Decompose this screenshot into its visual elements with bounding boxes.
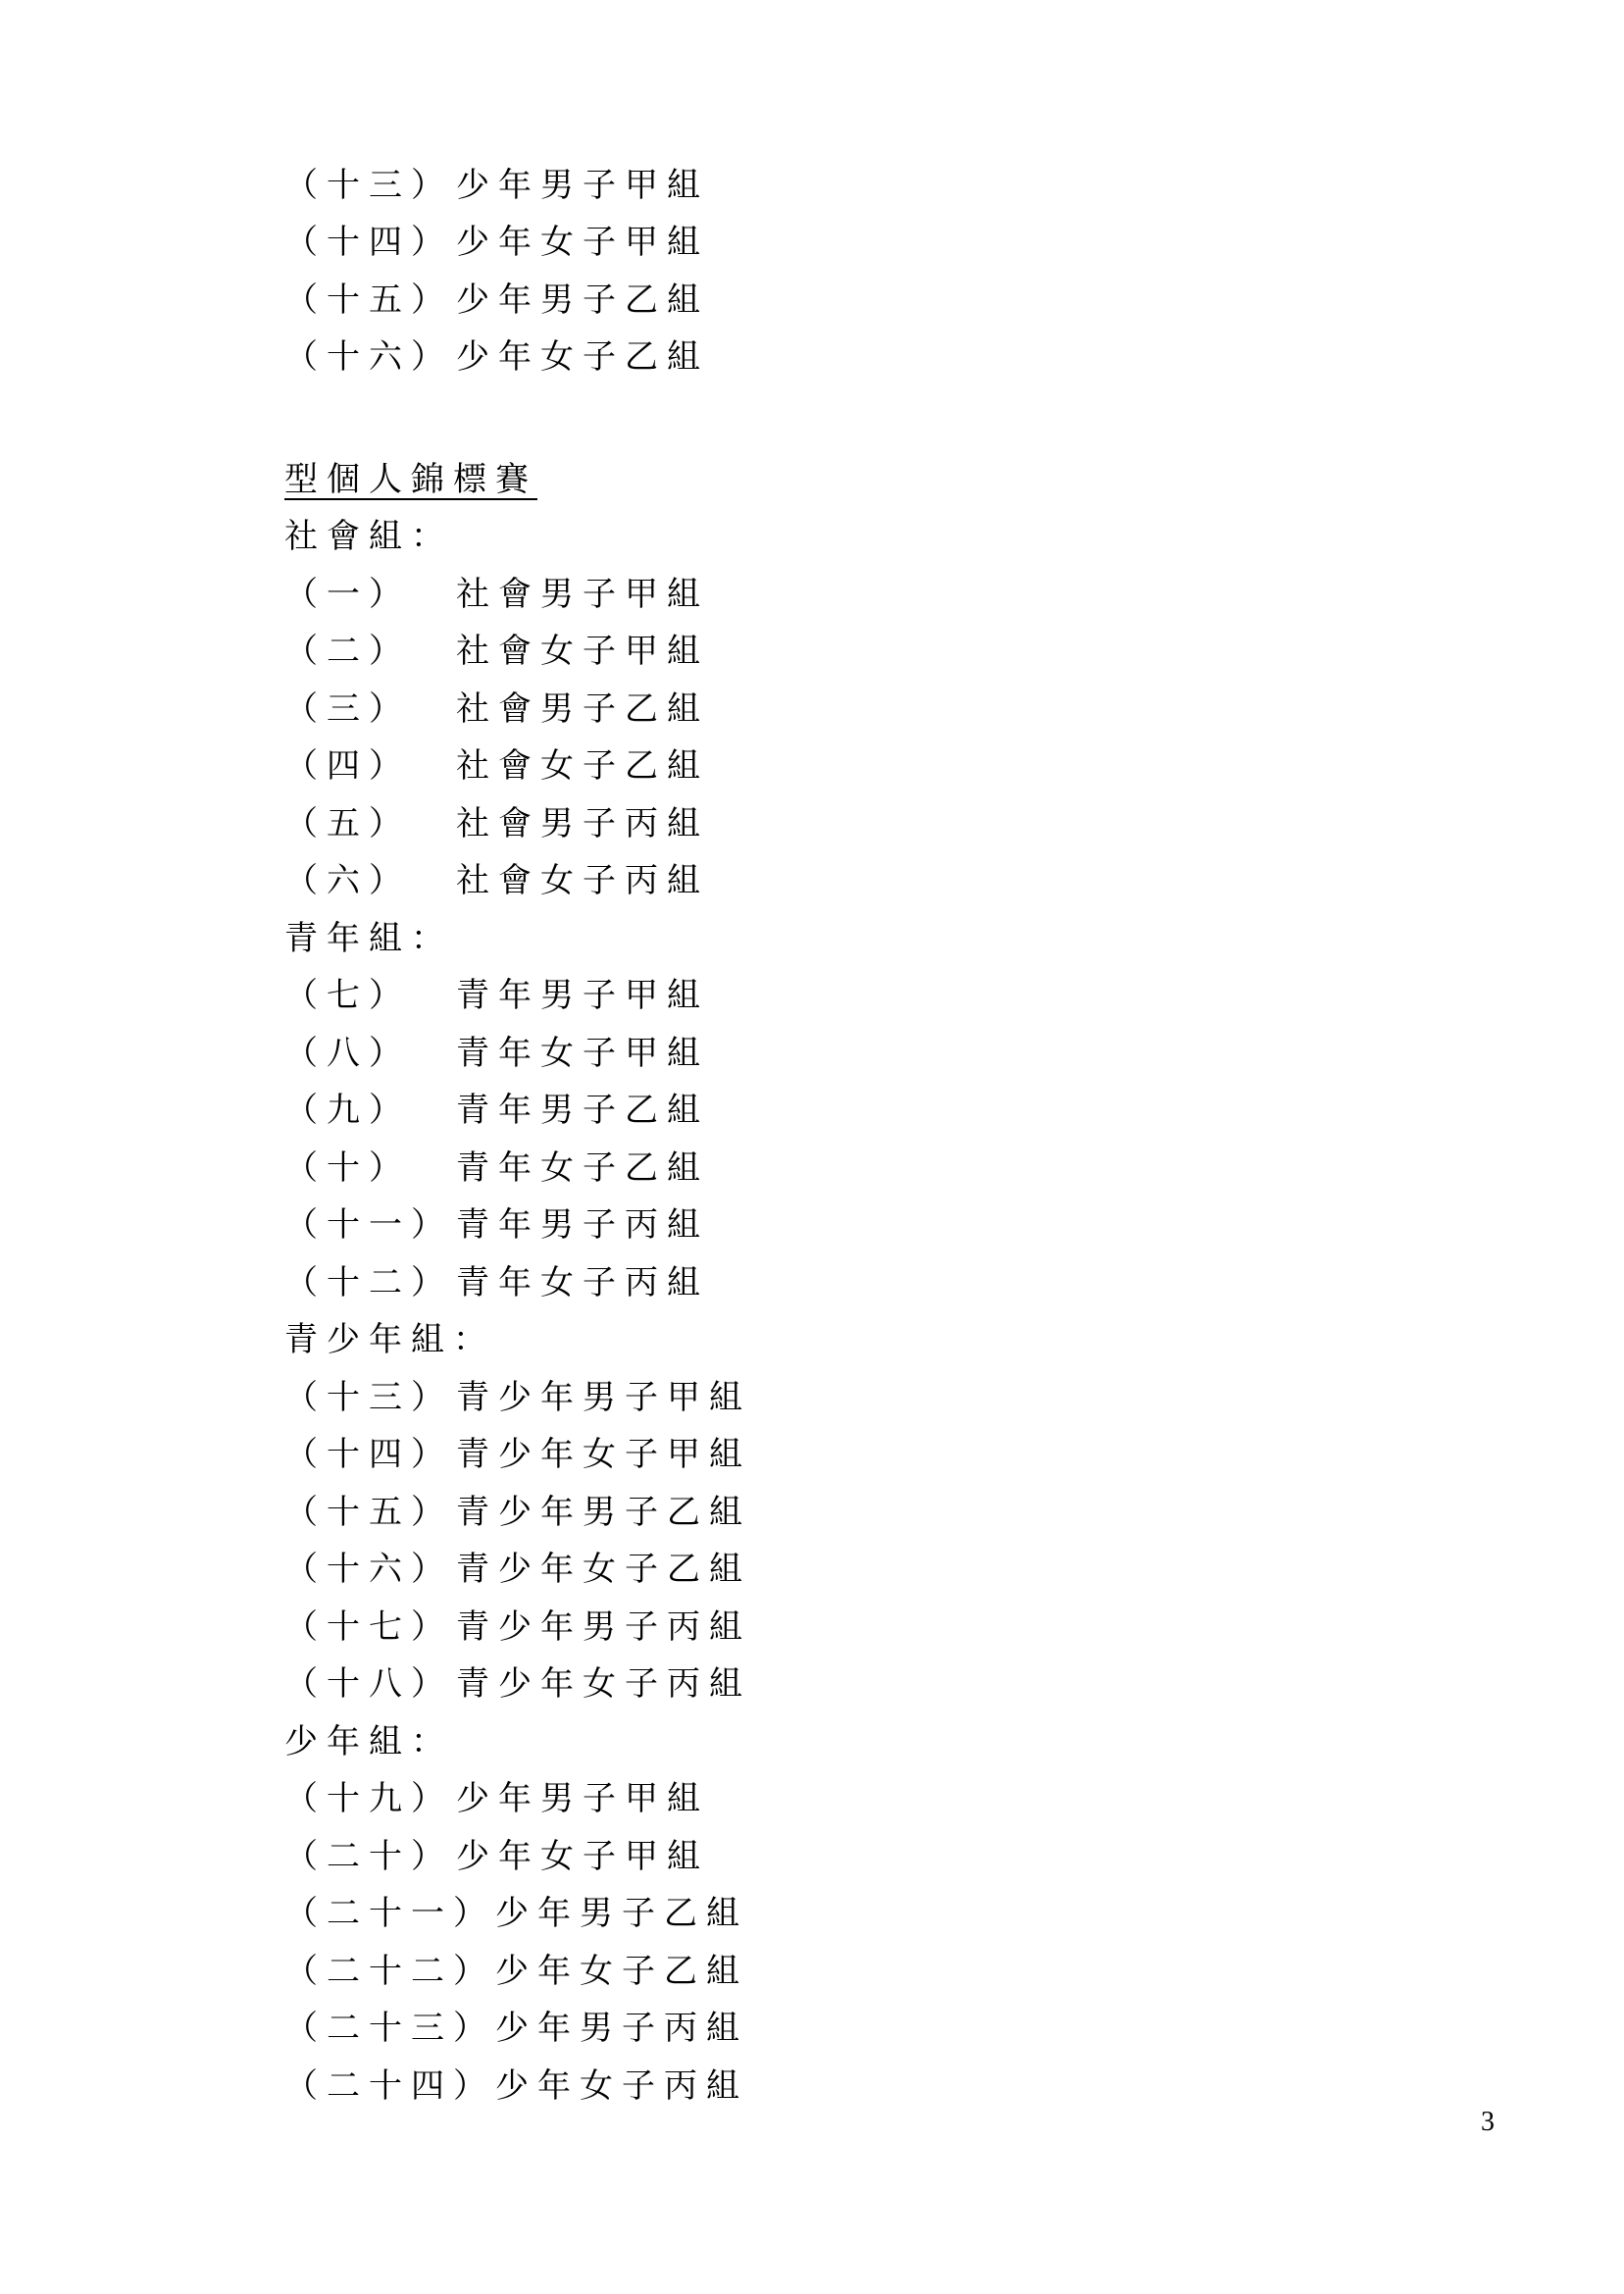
item-number: （七）: [284, 976, 411, 1016]
item-number: （一）: [284, 574, 411, 614]
item-number: （二十二）: [284, 1951, 495, 1991]
section-heading: 型個人錦標賽: [284, 459, 537, 499]
item-number: （九）: [284, 1091, 411, 1131]
list-item: [284, 1653, 1167, 1710]
list-item: [284, 1595, 1167, 1653]
item-label: 青年男子丙組: [456, 1205, 709, 1246]
list-item: [284, 1997, 1167, 2055]
group-title: 青少年組：: [284, 1320, 495, 1360]
list-item: [284, 153, 1167, 211]
list-item: [284, 562, 1167, 620]
item-number: （四）: [284, 746, 411, 787]
list-item: [284, 677, 1167, 735]
item-label: 少年男子丙組: [495, 2009, 748, 2049]
group-title: 少年組：: [284, 1721, 453, 1761]
group-title: 青年組：: [284, 918, 453, 958]
list-item: [284, 211, 1167, 269]
list-item: [284, 620, 1167, 678]
item-number: （十一）: [284, 1205, 453, 1246]
item-number: （三）: [284, 688, 411, 729]
item-number: （五）: [284, 803, 411, 843]
list-item: [284, 1021, 1167, 1079]
item-label: 青少年女子乙組: [456, 1550, 751, 1590]
group-title: 社會組：: [284, 517, 453, 557]
list-item: [284, 1250, 1167, 1308]
item-number: （二）: [284, 632, 411, 672]
list-item: [284, 1939, 1167, 1997]
item-number: （十六）: [284, 337, 453, 378]
item-label: 青少年女子丙組: [456, 1664, 751, 1705]
item-label: 青年女子丙組: [456, 1262, 709, 1302]
item-label: 青少年男子乙組: [456, 1492, 751, 1532]
list-item: [284, 735, 1167, 792]
list-item: [284, 1365, 1167, 1423]
item-label: 青年女子甲組: [456, 1033, 709, 1073]
item-label: 少年男子甲組: [456, 1779, 709, 1819]
item-label: 少年男子乙組: [456, 280, 709, 320]
item-number: （十六）: [284, 1550, 453, 1590]
list-item: [284, 268, 1167, 326]
item-label: 社會男子丙組: [456, 803, 709, 843]
list-item: [284, 1882, 1167, 1940]
item-number: （十五）: [284, 1492, 453, 1532]
item-label: 青年男子乙組: [456, 1091, 709, 1131]
page-number: 3: [1481, 2107, 1495, 2137]
item-number: （十四）: [284, 1435, 453, 1475]
item-label: 少年女子丙組: [495, 2065, 748, 2106]
item-number: （六）: [284, 861, 411, 901]
list-item: [284, 1480, 1167, 1538]
item-label: 青年男子甲組: [456, 976, 709, 1016]
item-label: 少年男子甲組: [456, 165, 709, 205]
poomsae-section: [284, 447, 1167, 2112]
continued-list: [284, 153, 1167, 382]
item-number: （二十一）: [284, 1894, 495, 1934]
item-label: 青少年男子甲組: [456, 1377, 751, 1417]
item-label: 社會男子甲組: [456, 574, 709, 614]
item-number: （八）: [284, 1033, 411, 1073]
item-number: （十三）: [284, 1377, 453, 1417]
item-number: （二十四）: [284, 2065, 495, 2106]
item-number: （十）: [284, 1147, 411, 1188]
item-number: （二十）: [284, 1836, 453, 1876]
item-number: （十八）: [284, 1664, 453, 1705]
list-item: [284, 2054, 1167, 2112]
item-label: 少年女子乙組: [495, 1951, 748, 1991]
item-label: 社會女子丙組: [456, 861, 709, 901]
list-item: [284, 964, 1167, 1022]
item-label: 社會男子乙組: [456, 688, 709, 729]
item-label: 青少年女子甲組: [456, 1435, 751, 1475]
item-label: 青年女子乙組: [456, 1147, 709, 1188]
item-label: 少年男子乙組: [495, 1894, 748, 1934]
item-number: （二十三）: [284, 2009, 495, 2049]
list-item: [284, 1824, 1167, 1882]
list-item: [284, 791, 1167, 849]
item-label: 青少年男子丙組: [456, 1606, 751, 1647]
item-label: 少年女子乙組: [456, 337, 709, 378]
list-item: [284, 1136, 1167, 1194]
item-label: 社會女子乙組: [456, 746, 709, 787]
item-number: （十四）: [284, 223, 453, 263]
item-number: （十三）: [284, 165, 453, 205]
list-item: [284, 849, 1167, 907]
item-number: （十二）: [284, 1262, 453, 1302]
list-item: [284, 1767, 1167, 1825]
item-label: 少年女子甲組: [456, 223, 709, 263]
list-item: [284, 1538, 1167, 1596]
item-number: （十九）: [284, 1779, 453, 1819]
item-number: （十七）: [284, 1606, 453, 1647]
item-label: 社會女子甲組: [456, 632, 709, 672]
list-item: [284, 1423, 1167, 1481]
list-item: [284, 326, 1167, 383]
item-number: （十五）: [284, 280, 453, 320]
list-item: [284, 1194, 1167, 1251]
item-label: 少年女子甲組: [456, 1836, 709, 1876]
list-item: [284, 1079, 1167, 1137]
